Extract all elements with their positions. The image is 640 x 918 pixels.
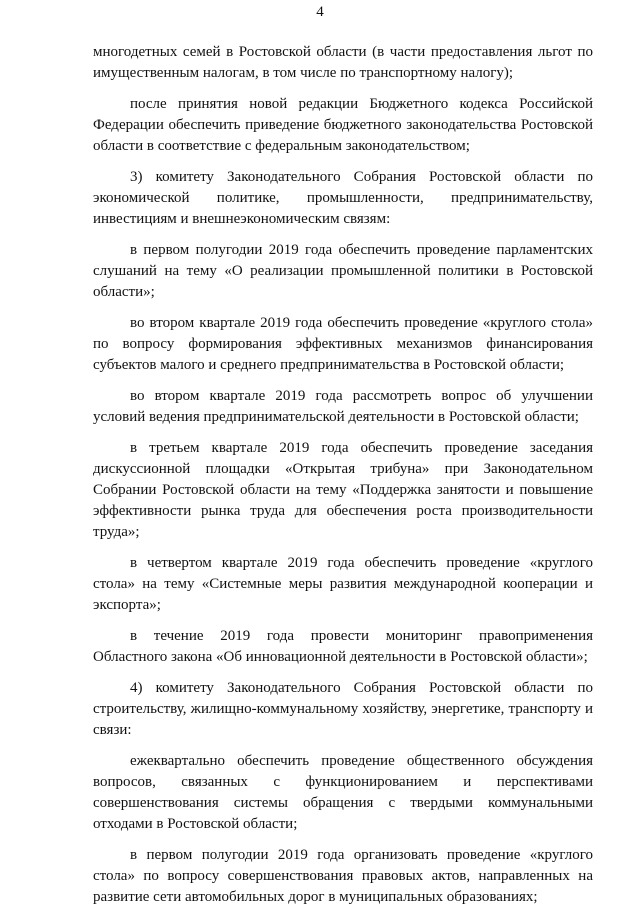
paragraph: в первом полугодии 2019 года обеспечить проведение парламентских слушаний на тему «О реализации промышленной политики в Ростовской области»; xyxy=(93,242,593,300)
paragraph: во втором квартале 2019 года рассмотреть вопрос об улучшении условий ведения предпринимательской деятельности в Ростовской области; xyxy=(93,388,593,425)
paragraph: в первом полугодии 2019 года организовать проведение «круглого стола» по вопросу совершенствования правовых актов, направленных на развитие сети автомобильных дорог в муниципальных образованиях; xyxy=(93,847,593,905)
paragraph: в третьем квартале 2019 года обеспечить проведение заседания дискуссионной площадки «Открытая трибуна» при Законодательном Собрании Ростовской области на тему «Поддержка занятости и повышение эффективности рынка труда для обеспечения роста производительности труда»; xyxy=(93,440,593,540)
paragraph: в течение 2019 года провести мониторинг правоприменения Областного закона «Об инновационной деятельности в Ростовской области»; xyxy=(93,628,593,665)
document-body xyxy=(93,42,593,918)
paragraph-committee-heading: 4) комитету Законодательного Собрания Ростовской области по строительству, жилищно-коммунальному хозяйству, энергетике, транспорту и связи: xyxy=(93,680,593,738)
paragraph-continuation: многодетных семей в Ростовской области (в части предоставления льгот по имущественным налогам, в том числе по транспортному налогу); xyxy=(93,44,593,81)
page-number: 4 xyxy=(316,4,324,20)
paragraph: во втором квартале 2019 года обеспечить проведение «круглого стола» по вопросу формирования эффективных механизмов финансирования субъектов малого и среднего предпринимательства в Ростовской области; xyxy=(93,315,593,373)
paragraph: в четвертом квартале 2019 года обеспечить проведение «круглого стола» на тему «Системные меры развития международной кооперации и экспорта»; xyxy=(93,555,593,613)
paragraph-committee-heading: 3) комитету Законодательного Собрания Ростовской области по экономической политике, промышленности, предпринимательству, инвестициям и внешнеэкономическим связям: xyxy=(93,169,593,227)
paragraph: после принятия новой редакции Бюджетного кодекса Российской Федерации обеспечить приведение бюджетного законодательства Ростовской области в соответствие с федеральным законодательством; xyxy=(93,96,593,154)
paragraph: ежеквартально обеспечить проведение общественного обсуждения вопросов, связанных с функционированием и перспективами совершенствования системы обращения с твердыми коммунальными отходами в Ростовской области; xyxy=(93,753,593,832)
